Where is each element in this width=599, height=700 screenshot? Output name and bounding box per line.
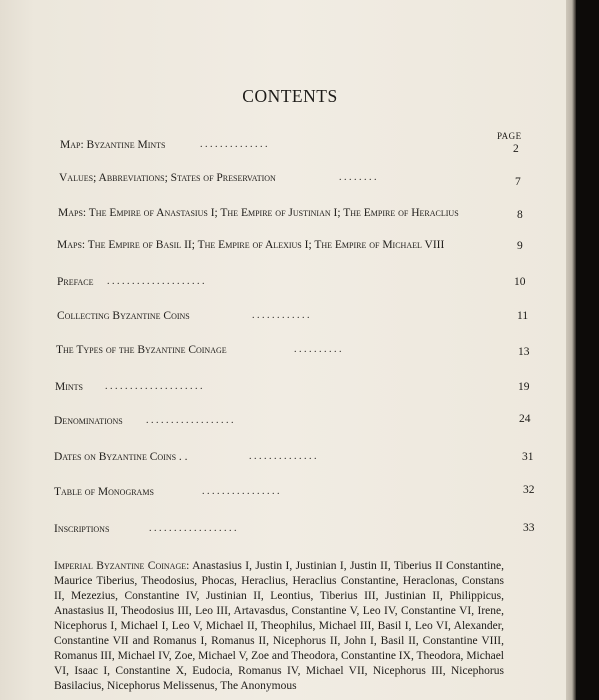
toc-leader-dots: . . . . . . . . . . . . . . [200, 139, 268, 150]
toc-entry-page: 2 [513, 143, 519, 155]
toc-leader-dots: . . . . . . . . . . . . . . . . [202, 486, 280, 497]
toc-entry-page: 11 [517, 310, 529, 322]
toc-entry [60, 139, 520, 155]
toc-entry [56, 344, 536, 360]
toc-entry [57, 239, 527, 255]
toc-entry-page: 19 [518, 381, 530, 393]
toc-leader-dots: . . . . . . . . . . [294, 344, 342, 355]
toc-entry-page: 33 [523, 522, 535, 534]
toc-entry-page: 31 [522, 451, 534, 463]
toc-entry-label: Values; Abbreviations; States of Preservation [59, 172, 276, 184]
toc-entry-label: Denominations [54, 415, 123, 427]
imperial-coinage-rulers: Anastasius I, Justin I, Justinian I, Justin II, Tiberius II Constantine, Maurice Tiberius, Theodosius, Phocas, Heraclius, Heraclius Constantine, Heraclonas, Constans II, Mezezius, Constantine IV, Justinian II, Leontius, Tiberius III, Justinian II, Philippicus, Anastasius II, Theodosius III, Leo III, Artavasdus, Constantine V, Leo IV, Constantine VI, Irene, Nicephorus I, Michael I, Leo V, Michael II, Theophilus, Michael III, Basil I, Leo VI, Alexander, Constantine VII and Romanus I, Romanus II, Nicephorus II, John I, Basil II, Constantine VIII, Romanus III, Michael IV, Zoe, Michael V, Zoe and Theodora, Constantine IX, Theodora, Michael VI, Isaac I, Constantine X, Eudocia, Romanus IV, Michael VII, Nicephorus III, Nicephorus Basilacius, Nicephorus Melissenus, The Anonymous [54, 560, 504, 692]
toc-leader-dots: . . . . . . . . . . . . [252, 310, 310, 321]
toc-entry [57, 310, 532, 326]
toc-leader-dots: . . . . . . . . [339, 172, 377, 183]
imperial-coinage-label: Imperial Byzantine Coinage: [54, 560, 190, 572]
toc-entry-page: 7 [515, 176, 521, 188]
toc-leader-dots: . . . . . . . . . . . . . . . . . . [149, 523, 237, 534]
toc-entry [58, 207, 528, 223]
toc-entry-label: Collecting Byzantine Coins [57, 310, 190, 322]
toc-entry-page: 24 [519, 413, 531, 425]
toc-leader-dots: . . . . . . . . . . . . . . [249, 451, 317, 462]
page-edge [566, 0, 576, 700]
imperial-coinage-entry [54, 559, 504, 694]
toc-entry-page: 8 [517, 209, 523, 221]
toc-entry [57, 276, 532, 292]
toc-leader-dots: . . . . . . . . . . . . . . . . . . [146, 415, 234, 426]
toc-entry [59, 172, 524, 188]
toc-entry-page: 32 [523, 484, 535, 496]
toc-entry-page: 10 [514, 276, 526, 288]
toc-entry-label: Preface [57, 276, 94, 288]
toc-leader-dots: . . . . . . . . . . . . . . . . . . . . [105, 381, 203, 392]
toc-entry-label: Maps: The Empire of Anastasius I; The Empire of Justinian I; The Empire of Heraclius [58, 207, 459, 219]
toc-entry [54, 415, 539, 431]
toc-entry [55, 381, 535, 397]
toc-entry-label: Inscriptions [54, 523, 110, 535]
toc-entry-label: Mints [55, 381, 84, 393]
toc-entry [54, 451, 544, 467]
toc-leader-dots: . . . . . . . . . . . . . . . . . . . . [107, 276, 205, 287]
toc-entry-label: Maps: The Empire of Basil II; The Empire of Alexius I; The Empire of Michael VIII [57, 239, 445, 251]
toc-entry [54, 486, 544, 502]
page-column-label: PAGE [497, 131, 522, 141]
toc-entry-page: 9 [517, 240, 523, 252]
toc-entry-label: Table of Monograms [54, 486, 154, 498]
toc-entry-label: Dates on Byzantine Coins . . [54, 451, 188, 463]
toc-entry-page: 13 [518, 346, 530, 358]
page-title: CONTENTS [242, 86, 338, 106]
toc-entry-label: The Types of the Byzantine Coinage [56, 344, 227, 356]
toc-entry [54, 523, 544, 539]
toc-entry-label: Map: Byzantine Mints [60, 139, 166, 151]
